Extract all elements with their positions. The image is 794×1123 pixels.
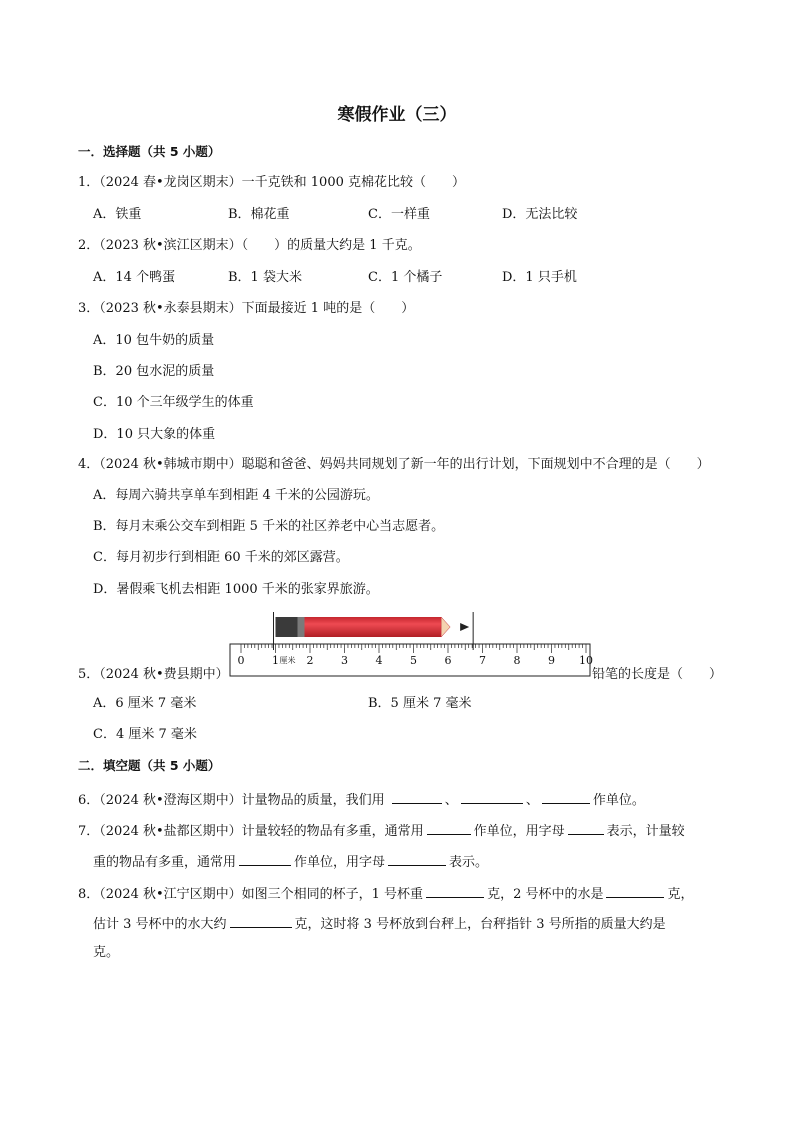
q5-option-b: B．5 厘米 7 毫米 xyxy=(368,696,472,711)
pencil-wood-tip xyxy=(441,617,450,637)
question-8-line-3: 克。 xyxy=(93,945,120,960)
q8-text-1: 8．（2024 秋•江宁区期中）如图三个相同的杯子，1 号杯重 xyxy=(78,887,424,902)
answer-blank[interactable] xyxy=(426,885,484,898)
answer-blank[interactable] xyxy=(392,791,442,804)
question-8-line-1 xyxy=(78,885,693,901)
ruler-number: 10 xyxy=(579,654,593,667)
question-2: 2．（2023 秋•滨江区期末）（ ）的质量大约是 1 千克。 xyxy=(78,238,421,253)
q4-option-a: A．每周六骑共享单车到相距 4 千米的公园游玩。 xyxy=(93,488,379,503)
q8-text-5: 克，这时将 3 号杯放到台秤上，台秤指针 3 号所指的质量大约是 xyxy=(294,917,666,932)
q8-text-3: 克， xyxy=(667,887,694,902)
question-7-line-2 xyxy=(93,853,488,869)
q2-option-a: A．14 个鸭蛋 xyxy=(93,270,176,285)
q7-text-6: 表示。 xyxy=(449,855,489,870)
q6-text-4: 作单位。 xyxy=(592,793,645,808)
q7-text-3: 表示，计量较 xyxy=(606,824,685,839)
section-heading-fill: 二．填空题（共 5 小题） xyxy=(78,758,221,773)
answer-blank[interactable] xyxy=(239,853,291,866)
ruler-number: 4 xyxy=(375,654,383,667)
answer-blank[interactable] xyxy=(542,791,590,804)
q6-text-1: 6．（2024 秋•澄海区期中）计量物品的质量，我们用 xyxy=(78,793,385,808)
q3-option-a: A．10 包牛奶的质量 xyxy=(93,333,215,348)
q7-text-4: 重的物品有多重，通常用 xyxy=(93,855,237,870)
ruler-number: 3 xyxy=(341,654,348,667)
q6-text-2: 、 xyxy=(444,793,458,808)
answer-blank[interactable] xyxy=(427,822,471,835)
ruler-number: 6 xyxy=(444,654,452,667)
ruler-number: 1 xyxy=(272,654,279,667)
pencil-body xyxy=(305,617,442,637)
answer-blank[interactable] xyxy=(230,915,292,928)
ruler-number: 8 xyxy=(513,654,521,667)
question-8-line-2 xyxy=(93,915,666,931)
ruler-number: 9 xyxy=(548,654,555,667)
q5-option-c: C．4 厘米 7 毫米 xyxy=(93,727,197,742)
q1-option-b: B．棉花重 xyxy=(228,207,290,222)
q3-option-c: C．10 个三年级学生的体重 xyxy=(93,395,254,410)
q4-option-b: B．每月末乘公交车到相距 5 千米的社区养老中心当志愿者。 xyxy=(93,519,445,534)
q2-option-b: B．1 袋大米 xyxy=(228,270,302,285)
answer-blank[interactable] xyxy=(461,791,523,804)
question-1: 1．（2024 春•龙岗区期末）一千克铁和 1000 克棉花比较（ ） xyxy=(78,175,466,190)
q6-text-3: 、 xyxy=(525,793,539,808)
page-title: 寒假作业（三） xyxy=(337,105,457,125)
q7-text-5: 作单位，用字母 xyxy=(294,855,386,870)
section-heading-choice: 一．选择题（共 5 小题） xyxy=(78,144,221,159)
pencil-ferrule xyxy=(298,617,305,637)
question-6 xyxy=(78,791,645,807)
answer-blank[interactable] xyxy=(606,885,664,898)
ruler-number: 2 xyxy=(306,654,314,667)
q1-option-c: C．一样重 xyxy=(368,207,430,222)
q2-option-c: C．1 个橘子 xyxy=(368,270,443,285)
ruler-number: 7 xyxy=(479,654,486,667)
q7-text-2: 作单位，用字母 xyxy=(473,824,565,839)
question-5-suffix: 铅笔的长度是（ ） xyxy=(592,667,723,682)
q8-text-4: 估计 3 号杯中的水大约 xyxy=(93,917,227,932)
ruler-number: 5 xyxy=(410,654,417,667)
q3-option-d: D．10 只大象的体重 xyxy=(93,427,216,442)
q4-option-c: C．每月初步行到相距 60 千米的郊区露营。 xyxy=(93,550,349,565)
question-3: 3．（2023 秋•永泰县期末）下面最接近 1 吨的是（ ） xyxy=(78,301,415,316)
q1-option-a: A．铁重 xyxy=(93,207,142,222)
pencil-eraser-end xyxy=(276,617,298,637)
q5-option-a: A．6 厘米 7 毫米 xyxy=(93,696,197,711)
ruler-unit-label: 厘米 xyxy=(279,656,296,665)
q7-text-1: 7．（2024 秋•盐都区期中）计量较轻的物品有多重，通常用 xyxy=(78,824,424,839)
answer-blank[interactable] xyxy=(388,853,446,866)
question-7-line-1 xyxy=(78,822,685,838)
ruler-with-pencil-figure xyxy=(229,606,591,678)
pencil-lead-tip xyxy=(460,623,469,631)
q4-option-d: D．暑假乘飞机去相距 1000 千米的张家界旅游。 xyxy=(93,582,379,597)
answer-blank[interactable] xyxy=(568,822,604,835)
question-4: 4．（2024 秋•韩城市期中）聪聪和爸爸、妈妈共同规划了新一年的出行计划，下面规划中不合理的是（ ） xyxy=(78,457,710,472)
q8-text-2: 克，2 号杯中的水是 xyxy=(487,887,604,902)
question-5-prefix: 5．（2024 秋•费县期中） xyxy=(78,667,229,682)
q3-option-b: B．20 包水泥的质量 xyxy=(93,364,215,379)
q1-option-d: D．无法比较 xyxy=(502,207,578,222)
q2-option-d: D．1 只手机 xyxy=(502,270,577,285)
ruler-number: 0 xyxy=(237,654,245,667)
